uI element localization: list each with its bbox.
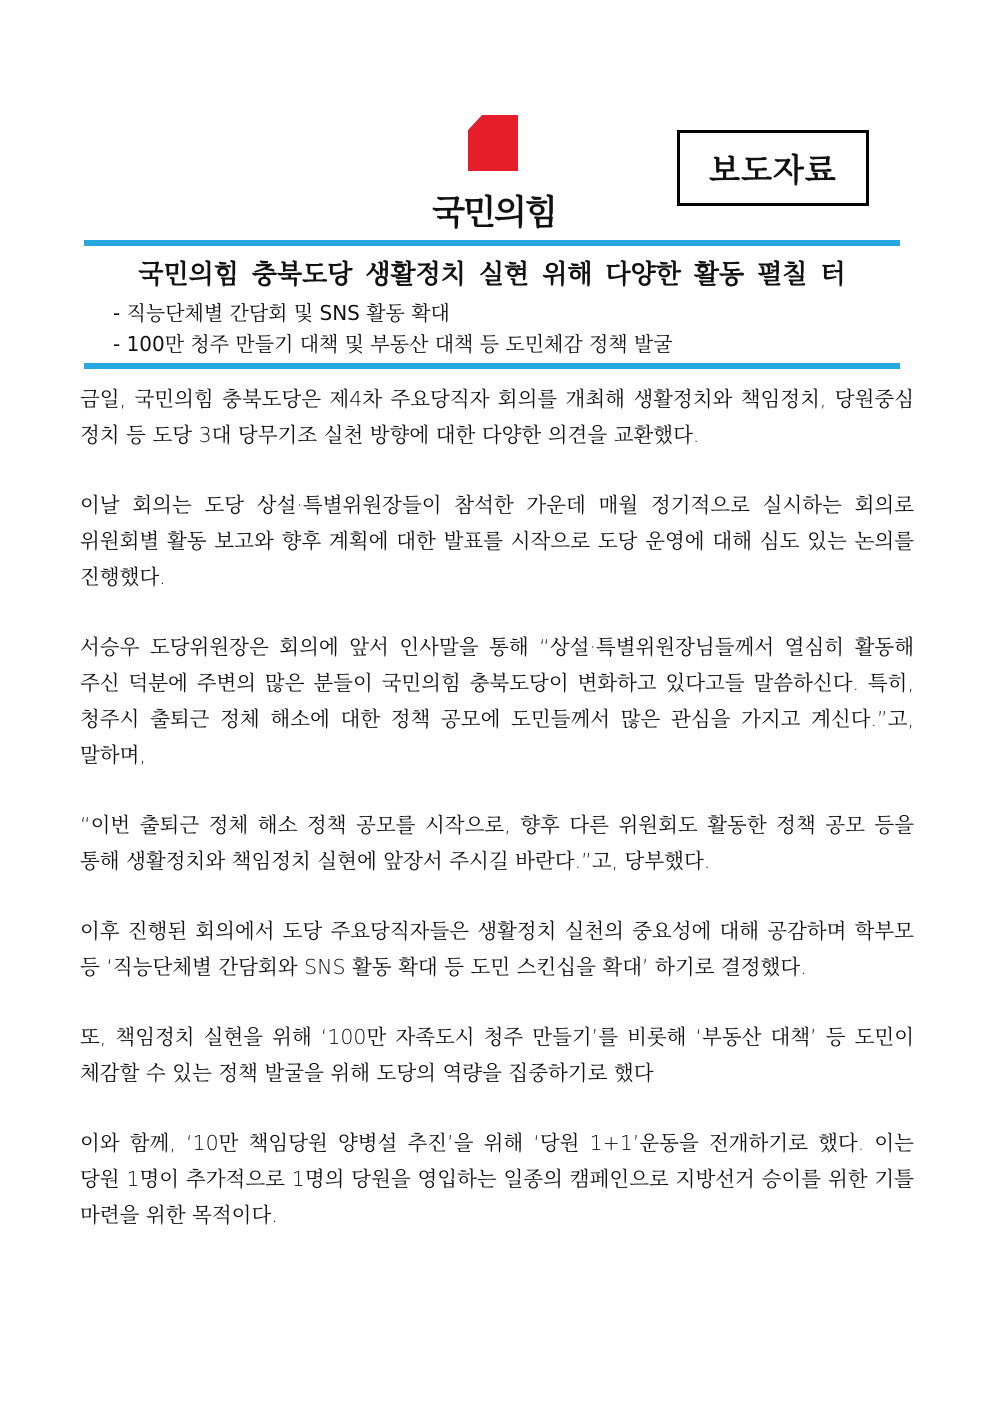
headline: 국민의힘 충북도당 생활정치 실현 위해 다양한 활동 펼칠 터: [138, 260, 846, 290]
party-logo-icon: [468, 115, 518, 171]
paragraph-3: 서승우 도당위원장은 회의에 앞서 인사말을 통해 “상설·특별위원장님들께서 열심히 활동해 주신 덕분에 주변의 많은 분들이 국민의힘 충북도당이 변화하고 있다고들 말씀하신다. 특히, 청주시 출퇴근 정체 해소에 대한 정책 공모에 도민들께서 많은 관심을 가지고 계신다.”고, 말하며,: [80, 635, 914, 767]
subheading-1: - 직능단체별 간담회 및 SNS 활동 확대: [113, 301, 450, 325]
paragraph-7: 이와 함께, ‘10만 책임당원 양병설 추진’을 위해 ‘당원 1+1’운동을 전개하기로 했다. 이는 당원 1명이 추가적으로 1명의 당원을 영입하는 일종의 캠페인으로 지방선거 승이를 위한 기틀 마련을 위한 목적이다.: [80, 1131, 914, 1227]
paragraph-6: 또, 책임정치 실현을 위해 ‘100만 자족도시 청주 만들기’를 비롯해 ‘부동산 대책’ 등 도민이 체감할 수 있는 정책 발굴을 위해 도당의 역량을 집중하기로 했다: [80, 1025, 914, 1085]
party-logo: [424, 115, 564, 233]
paragraph-1: 금일, 국민의힘 충북도당은 제4차 주요당직자 회의를 개최해 생활정치와 책임정치, 당원중심 정치 등 도당 3대 당무기조 실천 방향에 대한 다양한 의견을 교환했다.: [80, 387, 914, 447]
article-body: [80, 381, 914, 1267]
party-logo-text: 국민의힘: [432, 193, 556, 233]
paragraph-4: “이번 출퇴근 정체 해소 정책 공모를 시작으로, 향후 다른 위원회도 활동한 정책 공모 등을 통해 생활정치와 책임정치 실현에 앞장서 주시길 바란다.”고, 당부했다.: [80, 813, 914, 873]
subheading-2: - 100만 청주 만들기 대책 및 부동산 대책 등 도민체감 정책 발굴: [113, 332, 673, 356]
paragraph-5: 이후 진행된 회의에서 도당 주요당직자들은 생활정치 실천의 중요성에 대해 공감하며 학부모 등 ‘직능단체별 간담회와 SNS 활동 확대 등 도민 스킨십을 확대’ 하기로 결정했다.: [80, 919, 914, 979]
headline-top-rule: [84, 240, 900, 246]
paragraph-2: 이날 회의는 도당 상설·특별위원장들이 참석한 가운데 매월 정기적으로 실시하는 회의로 위원회별 활동 보고와 향후 계획에 대한 발표를 시작으로 도당 운영에 대해 심도 있는 논의를 진행했다.: [80, 493, 914, 589]
headline-bottom-rule: [84, 363, 900, 369]
press-release-label: 보도자료: [677, 130, 869, 206]
